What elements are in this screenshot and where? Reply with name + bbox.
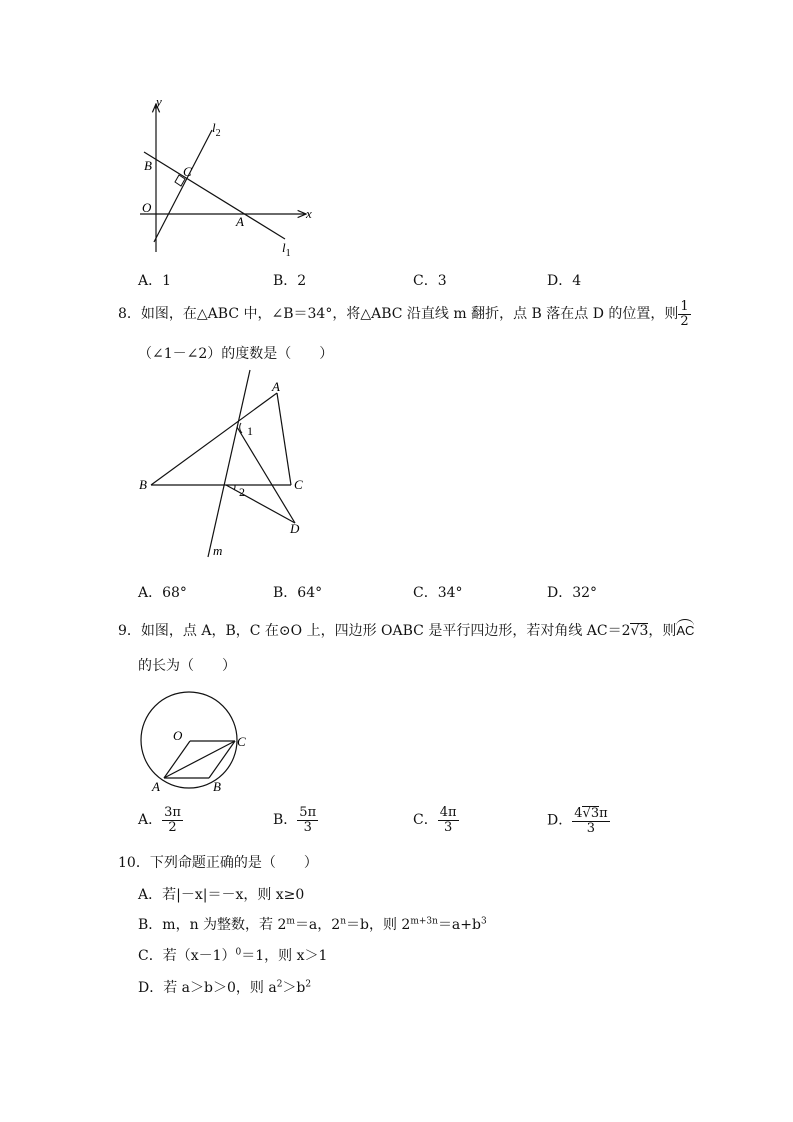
label-o: O xyxy=(142,200,152,215)
q9-option-c xyxy=(413,806,459,834)
q7-option-a: A．1 xyxy=(138,273,172,289)
label-b: B xyxy=(213,779,221,794)
label-l2: $l_2$ xyxy=(212,120,221,139)
label-angle1: 1 xyxy=(247,424,253,438)
q9-option-b xyxy=(273,806,318,834)
q9-sqrt: √3 xyxy=(630,623,649,639)
q10-b-sup4: 3 xyxy=(480,916,487,927)
q10-option-c xyxy=(138,945,327,965)
q7-option-b: B．2 xyxy=(273,273,307,289)
q9-stem-text: 9．如图，点 A，B，C 在⊙O 上，四边形 OABC 是平行四边形，若对角线 AC＝2 xyxy=(118,623,631,639)
q9-option-a-den: 2 xyxy=(168,819,177,835)
q10-stem: 10．下列命题正确的是（ ） xyxy=(118,855,318,871)
q8-stem xyxy=(118,300,691,328)
q9-option-b-den: 3 xyxy=(303,819,312,835)
line-l2 xyxy=(154,130,212,242)
label-c: C xyxy=(294,477,303,492)
q9-sqrt-val: 3 xyxy=(639,623,649,639)
q10-b-sup1: m xyxy=(286,916,295,927)
q9-option-d-frac xyxy=(572,806,609,835)
q9-figure xyxy=(133,688,263,798)
q10-b-mid3: ＝a+b xyxy=(437,917,481,933)
q8-option-c: C．34° xyxy=(413,585,463,601)
q9-option-a-frac xyxy=(162,806,183,834)
q10-d-pre: D．若 a＞b＞0，则 a xyxy=(138,980,277,996)
q7-figure xyxy=(130,92,330,262)
q10-b-pre: B．m，n 为整数，若 2 xyxy=(138,917,287,933)
q8-frac-num: 1 xyxy=(680,299,689,314)
q9-stem xyxy=(118,620,694,640)
q10-option-d xyxy=(138,977,311,997)
q10-option-b xyxy=(138,914,487,934)
q9-option-c-frac xyxy=(438,806,459,834)
segment-ed xyxy=(237,427,295,523)
angle2-arc xyxy=(234,485,235,490)
q9-option-d-coef: 4 xyxy=(574,806,583,821)
label-c: C xyxy=(237,734,246,749)
q10-c-sup: 0 xyxy=(235,947,242,958)
q9-option-c-letter: C． xyxy=(413,812,438,829)
label-b: B xyxy=(144,158,152,173)
label-b: B xyxy=(139,477,147,492)
segment-ba xyxy=(151,393,277,485)
label-y: y xyxy=(156,94,162,109)
q7-option-d: D．4 xyxy=(547,273,582,289)
q10-b-mid2: ＝b，则 2 xyxy=(346,917,411,933)
q8-fraction xyxy=(678,300,690,328)
label-a: A xyxy=(152,779,160,794)
segment-ac xyxy=(277,393,291,485)
q9-option-d xyxy=(547,806,610,835)
label-o: O xyxy=(173,728,183,743)
q9-option-b-frac xyxy=(297,806,318,834)
q8-figure xyxy=(135,365,335,565)
label-d: D xyxy=(290,521,300,536)
q9-option-a xyxy=(138,806,183,834)
label-a: A xyxy=(236,214,244,229)
q9-option-d-den: 3 xyxy=(586,820,596,836)
segment-bc xyxy=(209,741,235,778)
line-l1 xyxy=(144,152,285,239)
q9-option-b-num: 5π xyxy=(299,805,317,820)
q9-option-c-den: 3 xyxy=(443,819,453,835)
q8-frac-den: 2 xyxy=(680,313,689,329)
q9-option-a-num: 3π xyxy=(164,805,181,820)
q10-b-sup2: n xyxy=(340,916,346,927)
q9-stem-line2: 的长为（ ） xyxy=(138,658,236,674)
line-m xyxy=(208,370,250,557)
q9-option-d-pi: π xyxy=(599,806,608,821)
q10-option-a: A．若|－x|＝－x，则 x≥0 xyxy=(138,887,305,903)
q9-stem-suffix: ，则 xyxy=(648,623,677,639)
q10-d-mid: ＞b xyxy=(282,980,306,996)
q8-stem-text: 8．如图，在△ABC 中，∠B＝34°，将△ABC 沿直线 m 翻折，点 B 落在点 D 的位置，则 xyxy=(118,306,679,323)
label-l1: $l_1$ xyxy=(282,240,291,259)
q10-b-mid1: ＝a，2 xyxy=(294,917,341,933)
q8-option-a: A．68° xyxy=(138,585,187,601)
q9-option-c-num: 4π xyxy=(439,805,457,820)
q8-stem-line2: （∠1－∠2）的度数是（ ） xyxy=(138,346,334,362)
q9-option-d-sqrt: 3 xyxy=(590,806,600,821)
q9-option-a-letter: A． xyxy=(138,812,163,829)
label-angle2: 2 xyxy=(239,485,245,499)
label-c: C xyxy=(183,164,192,179)
q7-option-c: C．3 xyxy=(413,273,447,289)
segment-fd xyxy=(226,485,295,523)
q10-c-post: ＝1，则 x＞1 xyxy=(241,948,328,964)
q10-c-pre: C．若（x－1） xyxy=(138,948,236,964)
q8-option-d: D．32° xyxy=(547,585,598,601)
q10-d-sup1: 2 xyxy=(276,979,283,990)
q8-option-b: B．64° xyxy=(273,585,323,601)
segment-oa xyxy=(164,741,190,778)
label-a: A xyxy=(272,379,280,394)
q10-d-sup2: 2 xyxy=(305,979,312,990)
q9-option-d-num: 4√3π xyxy=(574,806,608,821)
label-m: m xyxy=(213,543,223,558)
circle-o xyxy=(141,692,237,788)
q9-option-b-letter: B． xyxy=(273,812,298,829)
q10-b-sup3: m+3n xyxy=(410,916,438,927)
label-x: x xyxy=(306,206,312,221)
q9-arc-label: AC xyxy=(676,623,695,638)
q9-option-d-letter: D． xyxy=(547,812,573,829)
